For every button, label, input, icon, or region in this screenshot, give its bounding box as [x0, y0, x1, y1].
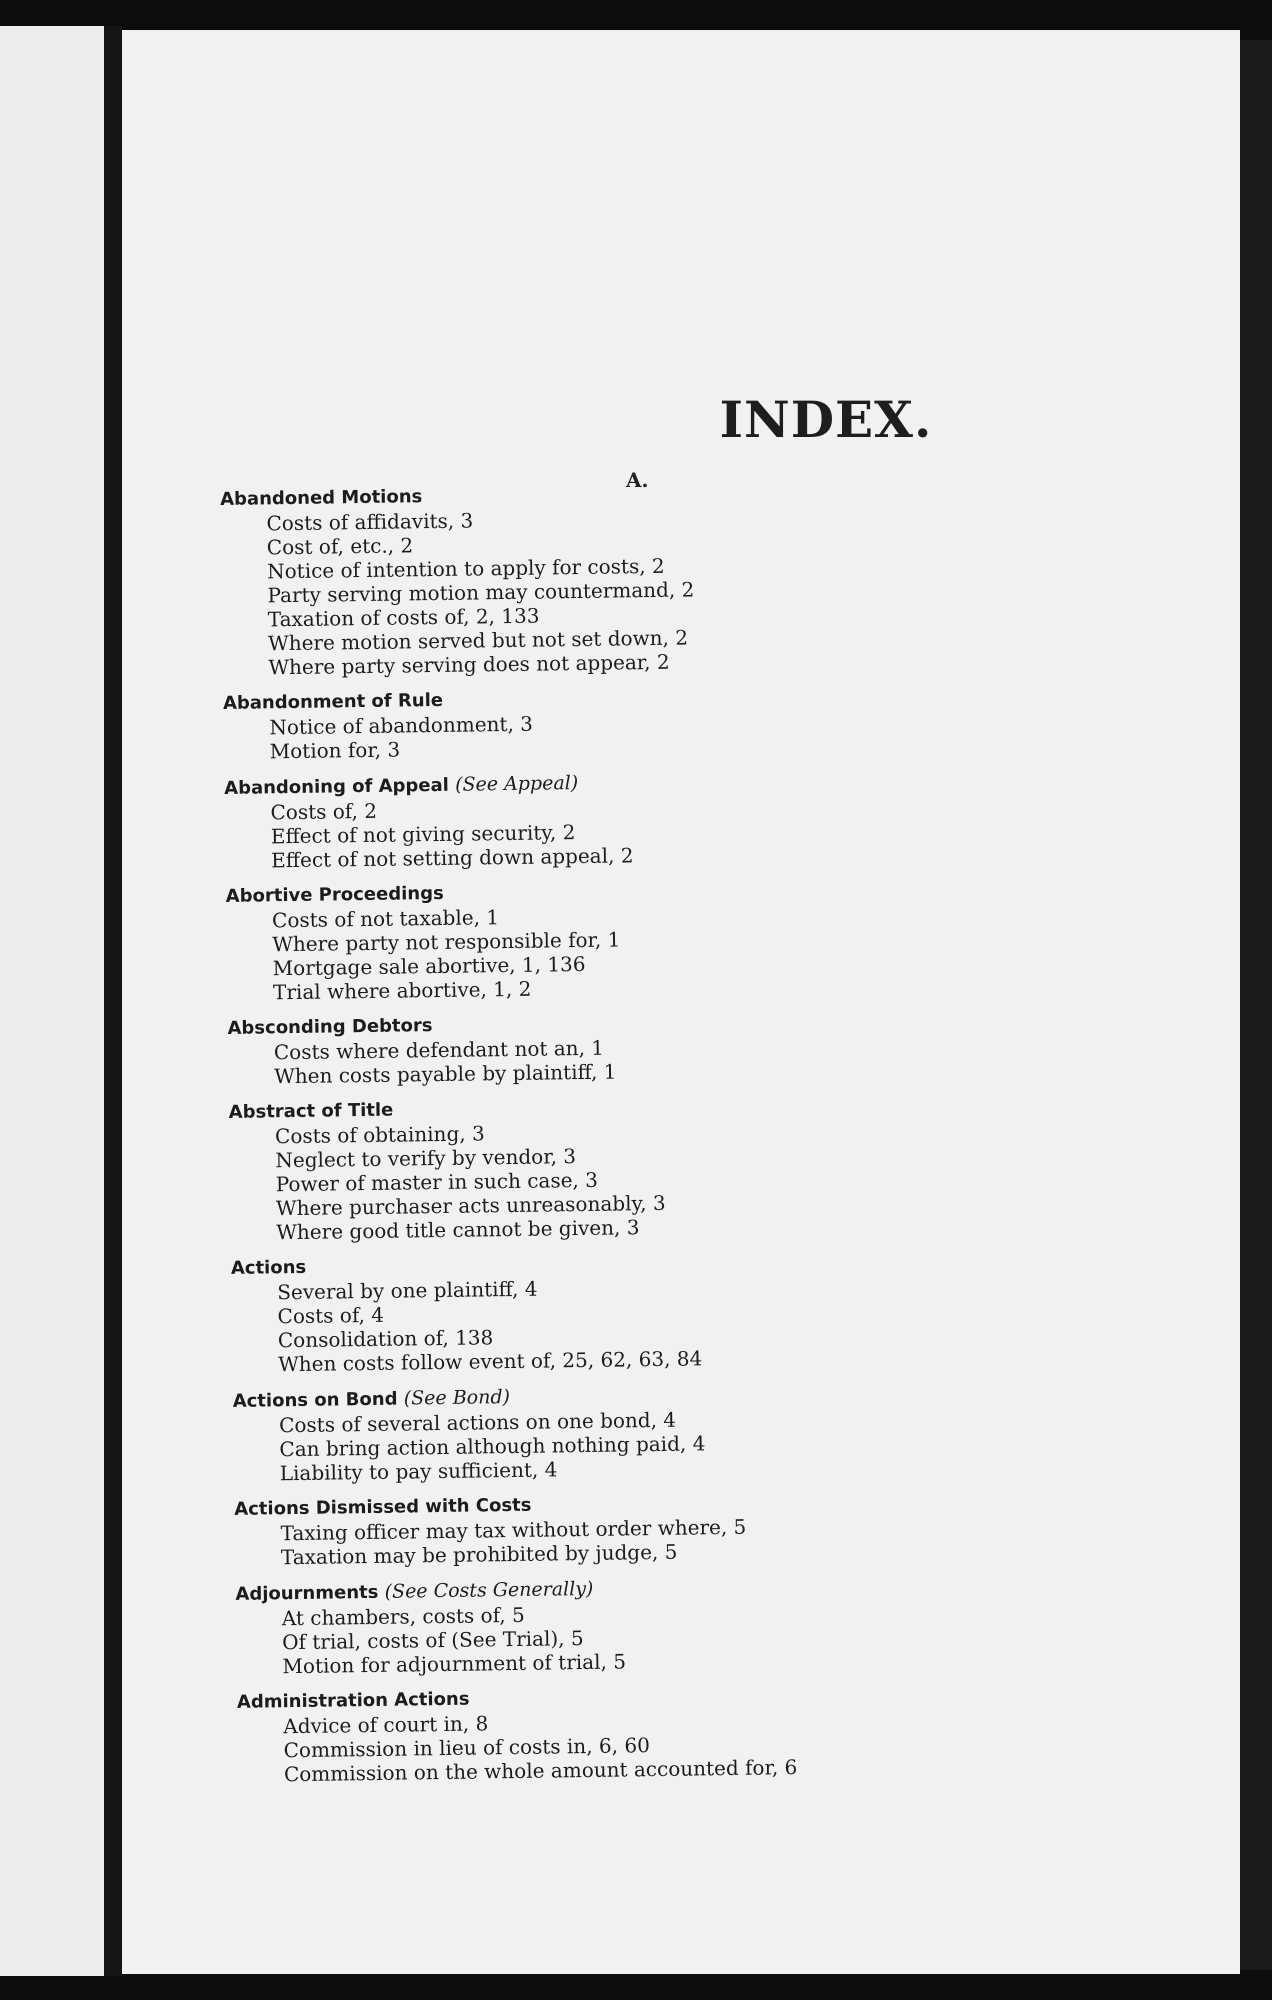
index-subentry: Where good title cannot be given, 3: [276, 1215, 640, 1245]
index-list: [220, 475, 1138, 1798]
section-letter: A.: [626, 468, 649, 492]
index-subentry: Costs of obtaining, 3: [274, 1121, 485, 1149]
index-subentry: Of trial, costs of (See Trial), 5: [281, 1626, 584, 1655]
index-entry: [220, 475, 1123, 680]
index-subentry: Where party not responsible for, 1: [272, 927, 621, 957]
index-subentry: Costs of not taxable, 1: [271, 905, 500, 933]
index-subentry: Party serving motion may countermand, 2: [267, 577, 695, 608]
index-subentry: Advice of court in, 8: [283, 1711, 489, 1739]
index-heading-text: Abandoning of Appeal: [224, 774, 449, 799]
index-subentry: When costs follow event of, 25, 62, 63, 84: [278, 1346, 703, 1377]
page-title: INDEX.: [719, 390, 933, 449]
index-entry: [233, 1376, 1134, 1486]
index-entry: [237, 1678, 1138, 1787]
index-heading-text: Absconding Debtors: [227, 1015, 433, 1039]
index-subentry: When costs payable by plaintiff, 1: [274, 1059, 617, 1089]
index-heading-text: Administration Actions: [236, 1688, 470, 1713]
index-heading-text: Abandoned Motions: [220, 486, 423, 510]
index-heading-text: Adjournments: [235, 1581, 379, 1605]
left-page-edge: [0, 26, 104, 1976]
see-reference: (See Bond): [403, 1386, 511, 1410]
right-scan-edge: [1240, 40, 1272, 1970]
index-heading-text: Abandonment of Rule: [222, 689, 444, 714]
index-entry: [229, 1088, 1131, 1245]
index-subentry: Mortgage sale abortive, 1, 136: [272, 951, 586, 981]
index-subentry: At chambers, costs of, 5: [281, 1602, 525, 1631]
index-subentry: Motion for adjournment of trial, 5: [282, 1649, 627, 1679]
index-subentry: Costs where defendant not an, 1: [273, 1035, 605, 1065]
index-entry: [227, 1004, 1128, 1089]
index-subentry: Cost of, etc., 2: [266, 533, 414, 560]
index-subentry: Notice of abandonment, 3: [269, 711, 534, 740]
index-subentry: Effect of not setting down appeal, 2: [271, 843, 634, 873]
see-reference: (See Appeal): [454, 772, 579, 796]
index-entry: [234, 1485, 1135, 1570]
index-entry: [235, 1569, 1136, 1679]
index-heading-text: Actions on Bond: [232, 1388, 398, 1412]
index-subentry: Taxation may be prohibited by judge, 5: [280, 1539, 678, 1570]
index-entry: [224, 763, 1125, 873]
index-subentry: Costs of, 4: [277, 1302, 385, 1329]
index-subentry: Consolidation of, 138: [277, 1325, 494, 1353]
index-subentry: Commission in lieu of costs in, 6, 60: [283, 1733, 650, 1763]
index-subentry: Effect of not giving security, 2: [270, 820, 576, 849]
index-subentry: Costs of, 2: [270, 798, 378, 825]
index-subentry: Neglect to verify by vendor, 3: [275, 1144, 577, 1173]
index-heading-text: Actions Dismissed with Costs: [234, 1494, 532, 1520]
index-subentry: Taxation of costs of, 2, 133: [267, 603, 540, 632]
book-gutter: [104, 26, 122, 1976]
index-subentry: Motion for, 3: [269, 737, 401, 764]
index-entry: [231, 1244, 1133, 1377]
index-subentry: Notice of intention to apply for costs, 2: [267, 553, 665, 584]
index-subentry: Liability to pay sufficient, 4: [279, 1457, 558, 1486]
index-heading-text: Abstract of Title: [228, 1099, 394, 1123]
index-subentry: Several by one plaintiff, 4: [277, 1276, 538, 1305]
index-heading-text: Abortive Proceedings: [225, 882, 444, 907]
index-heading-text: Actions: [230, 1256, 307, 1279]
index-subentry: Can bring action although nothing paid, 4: [279, 1431, 706, 1462]
index-entry: [226, 872, 1128, 1005]
index-subentry: Where party serving does not appear, 2: [268, 649, 670, 680]
index-entry: [223, 679, 1124, 764]
index-subentry: Taxing officer may tax without order where, 5: [280, 1514, 747, 1546]
index-subentry: Costs of affidavits, 3: [266, 508, 474, 536]
index-subentry: Where purchaser acts unreasonably, 3: [275, 1190, 666, 1221]
index-subentry: Commission on the whole amount accounted for, 6: [283, 1755, 798, 1787]
index-subentry: Costs of several actions on one bond, 4: [278, 1407, 677, 1438]
index-subentry: Power of master in such case, 3: [275, 1167, 599, 1197]
see-reference: (See Costs Generally): [384, 1577, 594, 1603]
page: [122, 30, 1240, 1974]
index-subentry: Where motion served but not set down, 2: [268, 625, 689, 656]
index-subentry: Trial where abortive, 1, 2: [272, 976, 532, 1005]
